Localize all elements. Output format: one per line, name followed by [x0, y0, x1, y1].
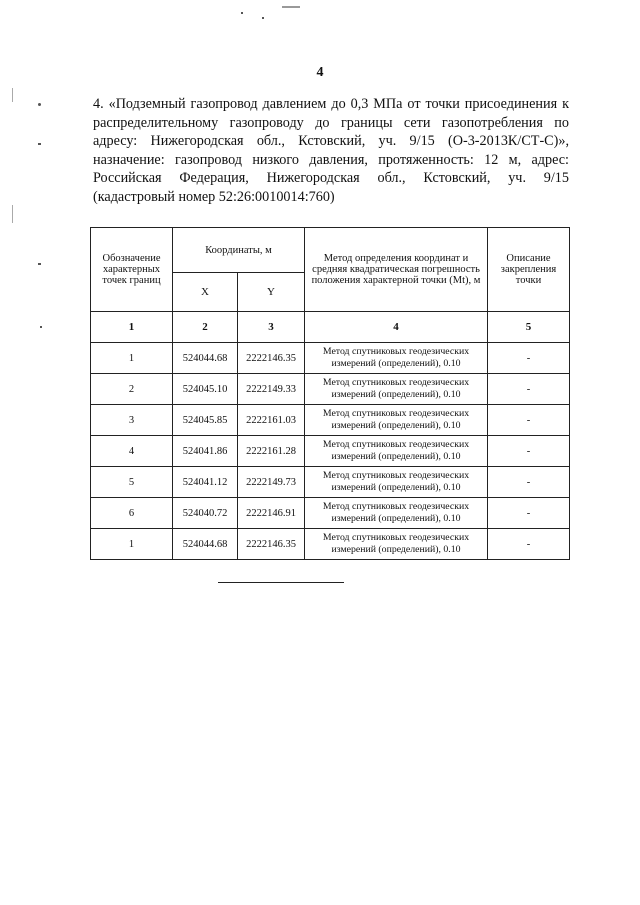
column-number: 2 [173, 312, 238, 343]
method-cell: Метод спутниковых геодезических измерений (определений), 0.10 [305, 467, 488, 498]
table-row [91, 529, 570, 560]
y-cell: 2222161.03 [238, 405, 305, 436]
scan-mark [38, 143, 41, 145]
column-number: 4 [305, 312, 488, 343]
separator-line [218, 582, 344, 583]
point-cell: 3 [91, 405, 173, 436]
header-method: Метод определения координат и средняя квадратическая погрешность положения характерной точки (Mt), м [305, 228, 488, 312]
x-cell: 524041.86 [173, 436, 238, 467]
description-cell: - [488, 467, 570, 498]
table-row [91, 343, 570, 374]
x-cell: 524044.68 [173, 529, 238, 560]
description-cell: - [488, 374, 570, 405]
object-description: 4. «Подземный газопровод давлением до 0,3 МПа от точки присоединения к распределительному газопроводу до границы сети газопотребления по адресу: Нижегородская обл., Кстовский, уч. 9/15 (О-3-2013К/СТ-С)», назначение: газопровод низкого давления, протяженность: 12 м, адрес: Российская Федерация, Нижегородская обл., Кстовский, уч. 9/15 (кадастровый номер 52:26:0010014:760) [93, 96, 569, 205]
y-cell: 2222161.28 [238, 436, 305, 467]
y-cell: 2222146.35 [238, 529, 305, 560]
x-cell: 524045.85 [173, 405, 238, 436]
description-cell: - [488, 405, 570, 436]
description-cell: - [488, 529, 570, 560]
table-row [91, 405, 570, 436]
scan-mark [12, 205, 13, 223]
x-cell: 524044.68 [173, 343, 238, 374]
description-cell: - [488, 343, 570, 374]
header-x: X [173, 273, 238, 312]
page-number: 4 [316, 65, 324, 80]
header-y: Y [238, 273, 305, 312]
description-cell: - [488, 498, 570, 529]
method-cell: Метод спутниковых геодезических измерений (определений), 0.10 [305, 529, 488, 560]
point-cell: 5 [91, 467, 173, 498]
table-row [91, 467, 570, 498]
header-coordinates: Координаты, м [173, 228, 305, 273]
table-row [91, 498, 570, 529]
point-cell: 2 [91, 374, 173, 405]
method-cell: Метод спутниковых геодезических измерений (определений), 0.10 [305, 436, 488, 467]
y-cell: 2222146.91 [238, 498, 305, 529]
method-cell: Метод спутниковых геодезических измерений (определений), 0.10 [305, 343, 488, 374]
scan-mark [38, 103, 41, 106]
y-cell: 2222149.33 [238, 374, 305, 405]
method-cell: Метод спутниковых геодезических измерений (определений), 0.10 [305, 405, 488, 436]
y-cell: 2222149.73 [238, 467, 305, 498]
scan-mark [40, 326, 42, 328]
column-number: 3 [238, 312, 305, 343]
point-cell: 6 [91, 498, 173, 529]
scan-mark [282, 6, 300, 8]
scan-mark [262, 17, 264, 19]
column-number-row [91, 312, 570, 343]
table-row [91, 374, 570, 405]
method-cell: Метод спутниковых геодезических измерений (определений), 0.10 [305, 498, 488, 529]
column-number: 5 [488, 312, 570, 343]
table-row [91, 436, 570, 467]
description-cell: - [488, 436, 570, 467]
x-cell: 524040.72 [173, 498, 238, 529]
scan-mark [38, 263, 41, 265]
header-point: Обозначение характерных точек границ [91, 228, 173, 312]
method-cell: Метод спутниковых геодезических измерений (определений), 0.10 [305, 374, 488, 405]
point-cell: 1 [91, 343, 173, 374]
point-cell: 4 [91, 436, 173, 467]
point-cell: 1 [91, 529, 173, 560]
y-cell: 2222146.35 [238, 343, 305, 374]
scan-mark [241, 12, 243, 14]
header-description: Описание закрепления точки [488, 228, 570, 312]
x-cell: 524045.10 [173, 374, 238, 405]
column-number: 1 [91, 312, 173, 343]
x-cell: 524041.12 [173, 467, 238, 498]
scan-mark [12, 88, 13, 102]
coordinates-table [90, 227, 570, 560]
